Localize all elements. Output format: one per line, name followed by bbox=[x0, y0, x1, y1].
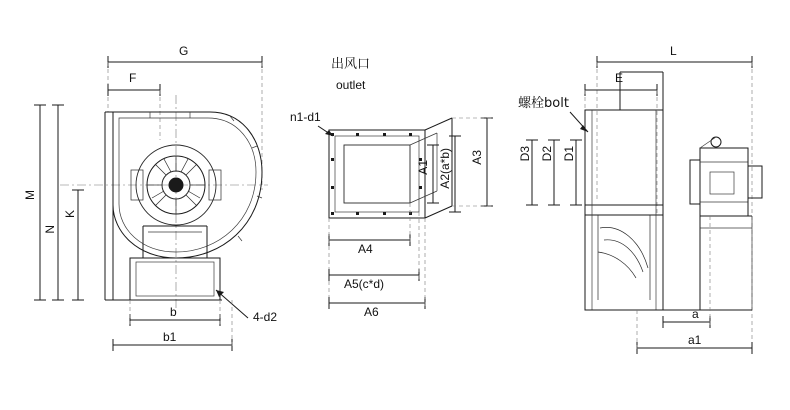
label-a1: a1 bbox=[688, 333, 702, 347]
label-E: E bbox=[615, 71, 624, 85]
label-D2: D2 bbox=[540, 146, 554, 162]
label-b1: b1 bbox=[163, 330, 177, 344]
label-M: M bbox=[23, 190, 37, 200]
label-b: b bbox=[170, 305, 177, 319]
label-G: G bbox=[179, 44, 189, 58]
label-K: K bbox=[63, 210, 77, 219]
outlet-title-cn: 出风口 bbox=[331, 57, 371, 72]
label-N: N bbox=[43, 225, 57, 234]
label-A4: A4 bbox=[358, 242, 373, 256]
label-A3: A3 bbox=[470, 150, 484, 165]
outlet-title-en: outlet bbox=[336, 78, 366, 92]
label-F: F bbox=[129, 71, 137, 85]
front-view-group bbox=[34, 56, 268, 351]
label-D3: D3 bbox=[518, 146, 532, 162]
label-A2: A2(a*b) bbox=[438, 148, 452, 189]
label-A5: A5(c*d) bbox=[344, 277, 385, 291]
label-n1-d1: n1-d1 bbox=[290, 110, 321, 124]
label-L: L bbox=[670, 44, 677, 58]
label-A6: A6 bbox=[364, 305, 379, 319]
label-D1: D1 bbox=[562, 146, 576, 162]
label-a: a bbox=[692, 307, 699, 321]
bolt-label: 螺栓bolt bbox=[518, 96, 569, 111]
label-4-d2: 4-d2 bbox=[253, 310, 278, 324]
label-A1: A1 bbox=[416, 160, 430, 175]
